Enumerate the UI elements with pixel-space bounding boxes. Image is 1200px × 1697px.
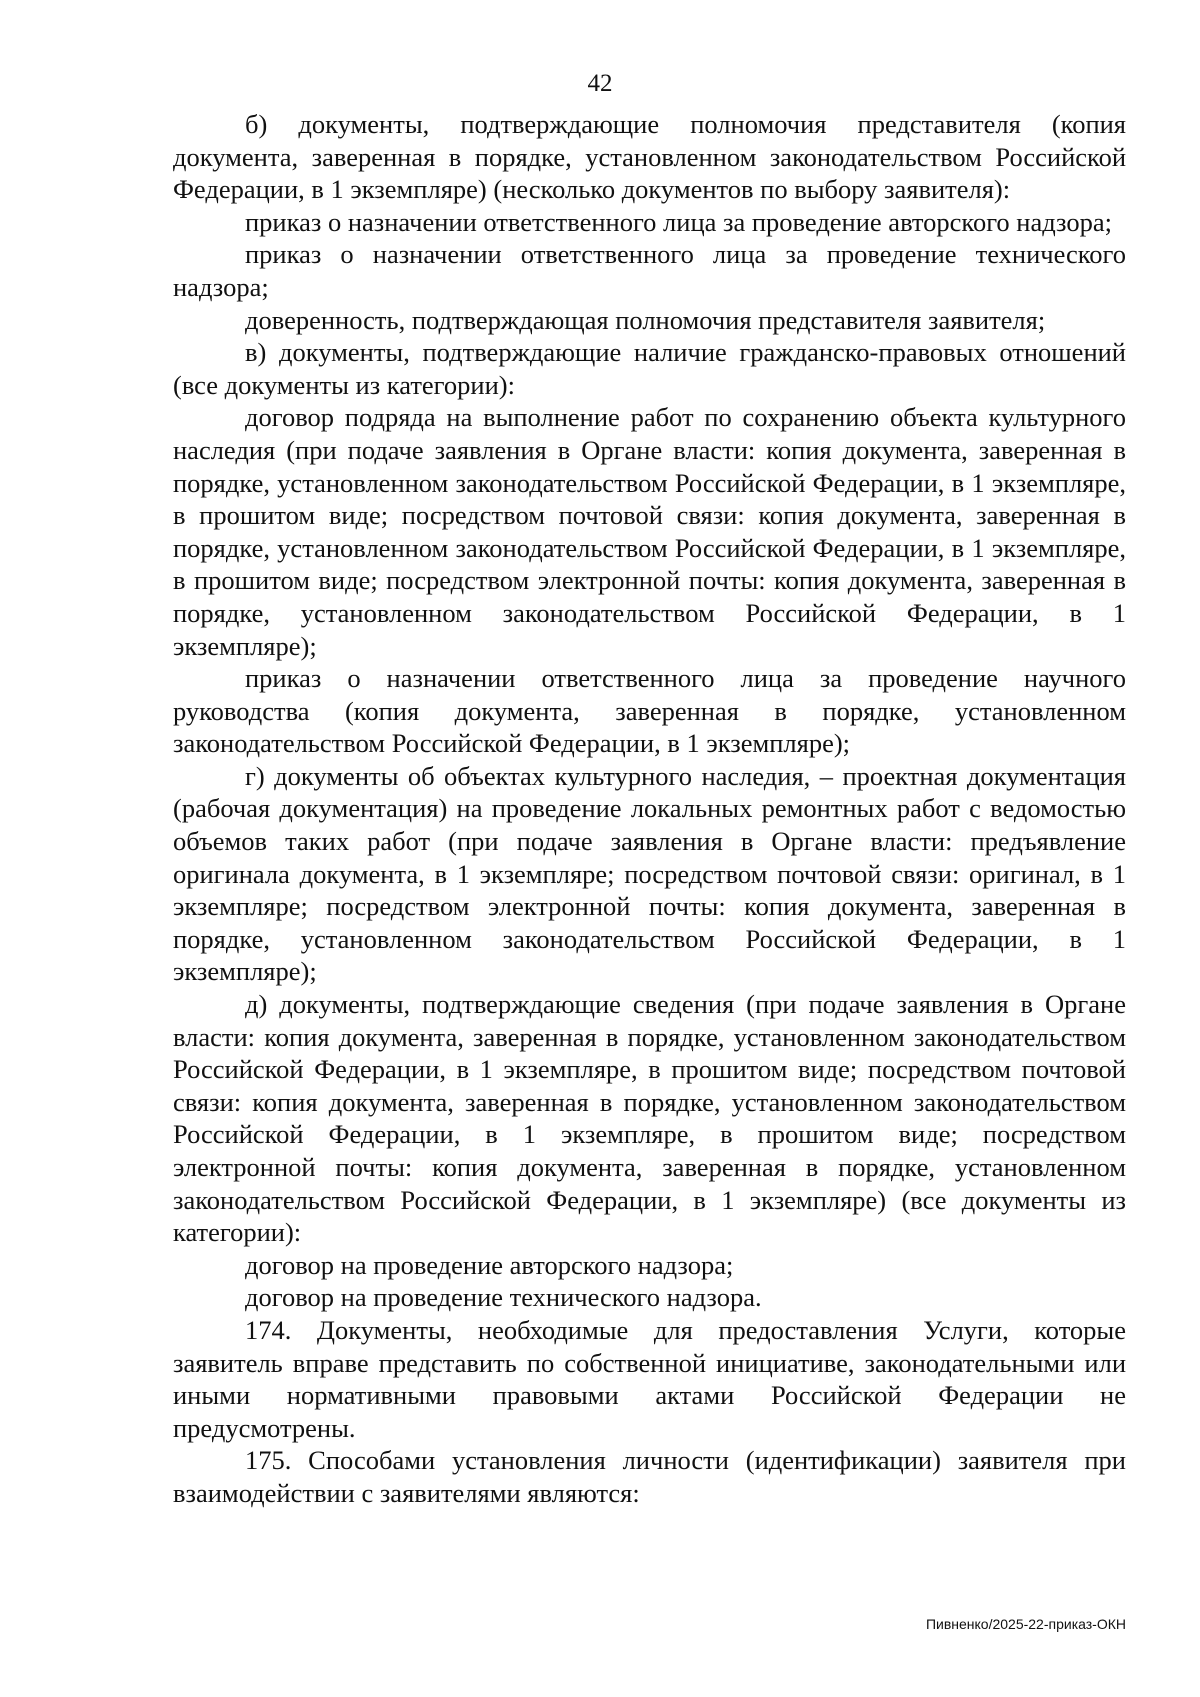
paragraph-contract-technical-supervision: договор на проведение технического надзора. (245, 1282, 762, 1313)
page-number: 42 (587, 70, 613, 97)
paragraph-v-civil-relations-docs: в) документы, подтверждающие наличие гражданско-правовых отношений (все документы из категории): (173, 337, 1126, 400)
document-body (173, 108, 1126, 1510)
document-footer-reference: Пивненко/2025-22-приказ-ОКН (925, 1616, 1126, 1632)
paragraph-order-author-supervision: приказ о назначении ответственного лица за проведение авторского надзора; (245, 206, 1112, 237)
paragraph-d-confirming-docs: д) документы, подтверждающие сведения (при подаче заявления в Органе власти: копия документа, заверенная в порядке, установленном законодательством Российской Федерации, в 1 экземпляре, в прошитом виде; посредством почтовой связи: копия документа, заверенная в порядке, установленном законодательством Российской Федерации, в 1 экземпляре, в прошитом виде; посредством электронной почты: копия документа, заверенная в порядке, установленном законодательством Российской Федерации, в 1 экземпляре) (все документы из категории): (173, 989, 1126, 1248)
paragraph-contract-preservation: договор подряда на выполнение работ по сохранению объекта культурного наследия (при подаче заявления в Органе власти: копия документа, заверенная в порядке, установленном законодательством Российской Федерации, в 1 экземпляре, в прошитом виде; посредством почтовой связи: копия документа, заверенная в порядке, установленном законодательством Российской Федерации, в 1 экземпляре, в прошитом виде; посредством электронной почты: копия документа, заверенная в порядке, установленном законодательством Российской Федерации, в 1 экземпляре); (173, 402, 1126, 661)
paragraph-order-technical-supervision: приказ о назначении ответственного лица за проведение технического надзора; (173, 239, 1126, 302)
paragraph-g-heritage-docs: г) документы об объектах культурного наследия, – проектная документация (рабочая документация) на проведение локальных ремонтных работ с ведомостью объемов таких работ (при подаче заявления в Органе власти: предъявление оригинала документа, в 1 экземпляре; посредством почтовой связи: оригинал, в 1 экземпляре; посредством электронной почты: копия документа, заверенная в порядке, установленном законодательством Российской Федерации, в 1 экземпляре); (173, 760, 1126, 987)
paragraph-order-scientific-management: приказ о назначении ответственного лица за проведение научного руководства (копия документа, заверенная в порядке, установленном законодательством Российской Федерации, в 1 экземпляре); (173, 663, 1126, 759)
paragraph-power-of-attorney: доверенность, подтверждающая полномочия представителя заявителя; (245, 304, 1046, 335)
paragraph-b-representative-docs: б) документы, подтверждающие полномочия представителя (копия документа, заверенная в порядке, установленном законодательством Российской Федерации, в 1 экземпляре) (несколько документов по выбору заявителя): (173, 109, 1126, 205)
paragraph-174: 174. Документы, необходимые для предоставления Услуги, которые заявитель вправе представить по собственной инициативе, законодательными или иными нормативными правовыми актами Российской Федерации не предусмотрены. (173, 1314, 1126, 1443)
paragraph-175: 175. Способами установления личности (идентификации) заявителя при взаимодействии с заявителями являются: (173, 1445, 1126, 1508)
paragraph-contract-author-supervision: договор на проведение авторского надзора; (245, 1249, 734, 1280)
